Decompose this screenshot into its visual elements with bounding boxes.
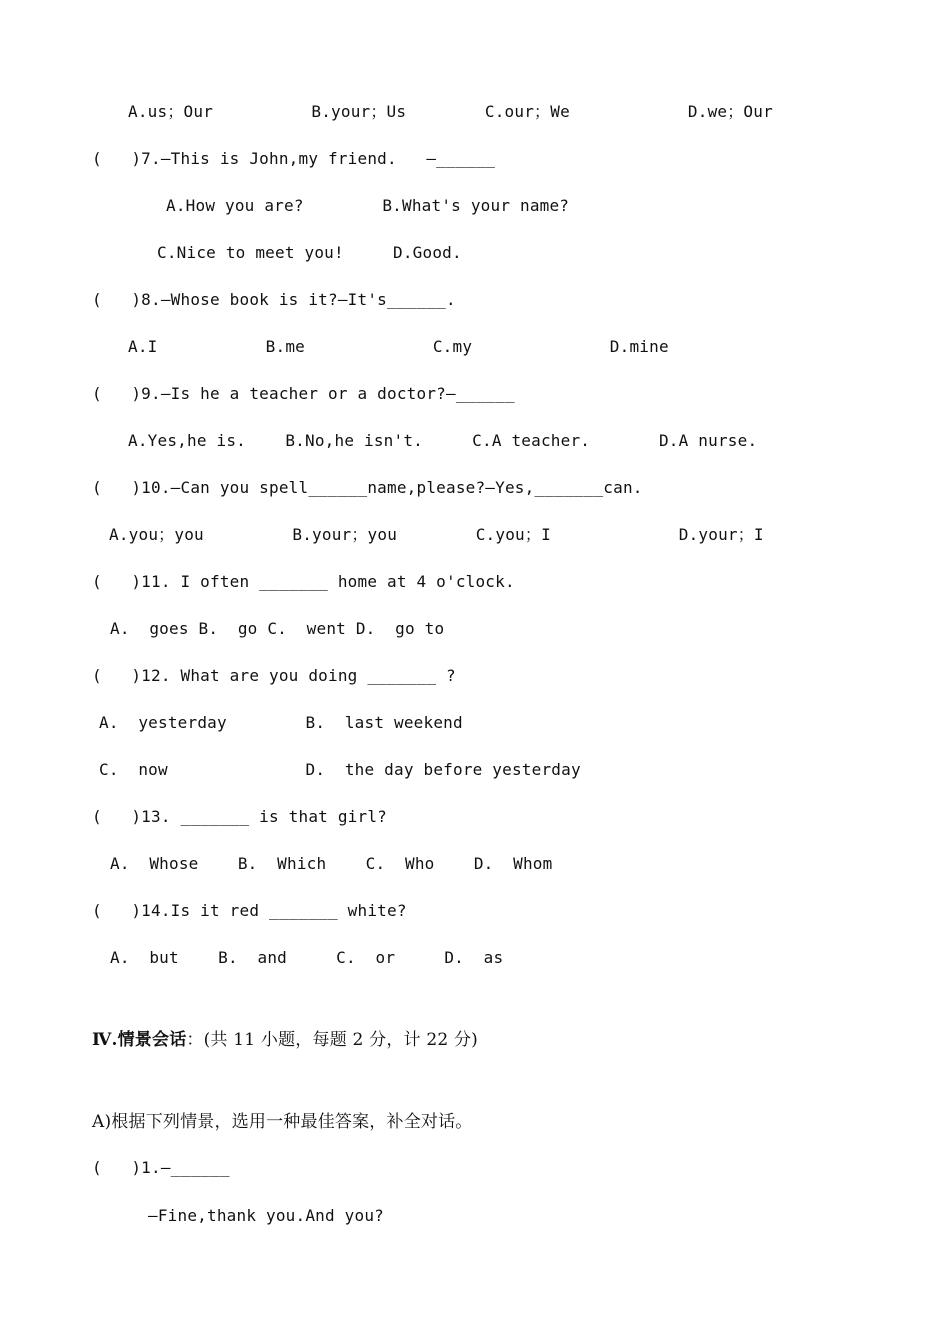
section-title: Ⅳ.情景会话	[92, 1030, 187, 1050]
q14-stem: ( )14.Is it red _______ white?	[92, 901, 407, 920]
q12-options-ab: A. yesterday B. last weekend	[99, 713, 463, 732]
q10-stem: ( )10.—Can you spell______name,please?—Yes,_______can.	[92, 478, 643, 497]
q12-stem: ( )12. What are you doing _______ ?	[92, 666, 456, 685]
section-heading	[92, 1030, 478, 1050]
q7-stem: ( )7.—This is John,my friend. —______	[92, 149, 496, 168]
section-note: ：(共 11 小题，每题 2 分，计 22 分)	[186, 1030, 478, 1050]
q13-options: A. Whose B. Which C. Who D. Whom	[110, 854, 553, 873]
q7-options-ab: A.How you are? B.What's your name?	[166, 196, 570, 215]
q12-options-cd: C. now D. the day before yesterday	[99, 760, 581, 779]
q9-stem: ( )9.—Is he a teacher or a doctor?—______	[92, 384, 515, 403]
q8-options: A.I B.me C.my D.mine	[128, 337, 669, 356]
q8-stem: ( )8.—Whose book is it?—It's______.	[92, 290, 456, 309]
dialog-q1-stem: ( )1.—______	[92, 1158, 230, 1177]
q11-options: A. goes B. go C. went D. go to	[110, 619, 445, 638]
q13-stem: ( )13. _______ is that girl?	[92, 807, 387, 826]
dialog-q1-reply: —Fine,thank you.And you?	[148, 1206, 384, 1225]
q11-stem: ( )11. I often _______ home at 4 o'clock.	[92, 572, 515, 591]
q9-options: A.Yes,he is. B.No,he isn't. C.A teacher. D.A nurse.	[128, 431, 758, 450]
section-instruction: A)根据下列情景，选用一种最佳答案，补全对话。	[92, 1112, 473, 1132]
q7-options-cd: C.Nice to meet you! D.Good.	[157, 243, 462, 262]
q6-options: A.us；Our B.your；Us C.our；We D.we；Our	[128, 102, 773, 121]
q10-options: A.you；you B.your；you C.you；I D.your；I	[109, 525, 764, 544]
q14-options: A. but B. and C. or D. as	[110, 948, 504, 967]
